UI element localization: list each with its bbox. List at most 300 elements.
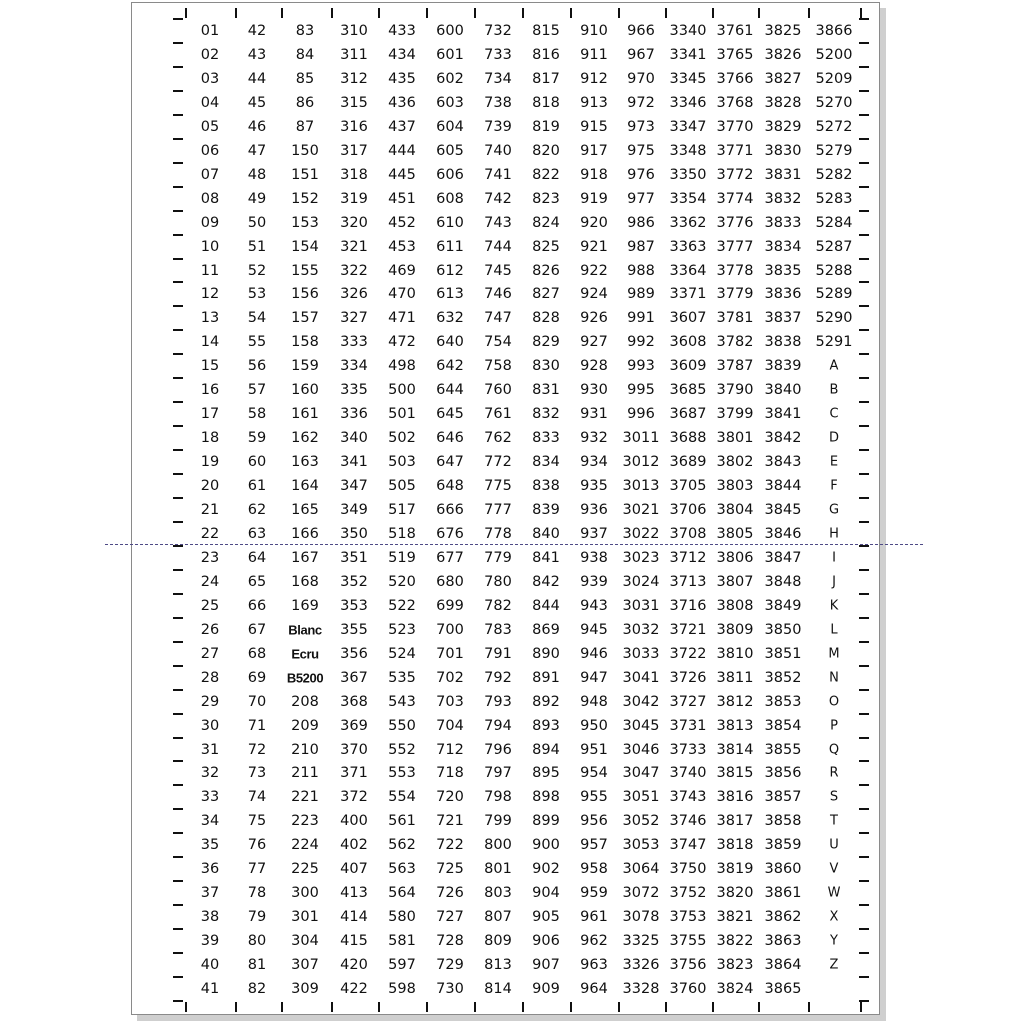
number-cell: 931 [580, 405, 608, 422]
number-cell: 3848 [764, 573, 802, 590]
number-cell: 83 [295, 22, 315, 39]
crop-mark [570, 1002, 572, 1012]
number-cell: 72 [247, 741, 267, 758]
number-cell: 905 [532, 908, 560, 925]
number-cell: 57 [247, 382, 267, 398]
number-cell: 3364 [669, 262, 707, 279]
number-cell: 3861 [764, 884, 802, 901]
number-cell: 842 [532, 573, 560, 590]
crop-mark [665, 8, 667, 18]
row-mark [173, 593, 183, 595]
number-cell: 19 [200, 453, 220, 470]
number-cell: 915 [580, 118, 608, 135]
number-cell: 3325 [622, 932, 660, 949]
number-cell: 211 [291, 765, 319, 782]
number-cell: 152 [291, 190, 319, 207]
number-cell: 13 [200, 310, 220, 327]
number-cell: 3840 [764, 382, 802, 398]
number-cell: 632 [436, 310, 464, 327]
number-cell: 3812 [716, 693, 754, 710]
crop-mark [860, 1002, 862, 1012]
number-cell: U [829, 837, 839, 853]
row-mark [173, 784, 183, 786]
number-cell: 967 [627, 46, 655, 63]
number-cell: 3782 [716, 334, 754, 351]
number-cell: 3685 [669, 382, 707, 398]
number-cell: 648 [436, 477, 464, 494]
row-mark [173, 689, 183, 691]
number-cell: 3750 [669, 861, 707, 877]
number-cell: 3771 [716, 142, 754, 159]
row-mark [859, 90, 869, 92]
number-cell: 966 [627, 22, 655, 39]
number-cell: 778 [484, 525, 512, 542]
number-cell: 703 [436, 693, 464, 710]
number-cell: B [829, 382, 839, 398]
row-mark [859, 305, 869, 307]
number-cell: 402 [340, 837, 368, 854]
number-cell: 3747 [669, 837, 707, 854]
number-cell: 3607 [669, 310, 707, 327]
number-cell: 3688 [669, 429, 707, 446]
number-cell: 3024 [622, 573, 660, 590]
number-cell: G [828, 502, 840, 518]
number-cell: 799 [484, 813, 512, 830]
number-cell: 3819 [716, 861, 754, 877]
number-cell: 794 [484, 717, 512, 734]
number-cell: 900 [532, 837, 560, 854]
number-cell: 3354 [669, 190, 707, 207]
crop-mark [331, 8, 333, 18]
number-cell: 3052 [622, 813, 660, 830]
number-cell: 09 [200, 214, 220, 231]
number-cell: W [827, 885, 841, 901]
number-cell: 945 [580, 621, 608, 638]
number-cell: 317 [340, 142, 368, 159]
number-cell: O [828, 694, 840, 710]
number-cell: 734 [484, 70, 512, 87]
number-cell: 209 [291, 717, 319, 734]
number-cell: 340 [340, 429, 368, 446]
number-cell: 30 [200, 717, 220, 734]
number-cell: 913 [580, 94, 608, 111]
number-cell: 318 [340, 166, 368, 183]
number-cell: 42 [247, 22, 267, 39]
number-cell: 598 [388, 980, 416, 997]
number-cell: 44 [247, 70, 267, 87]
number-cell: 437 [388, 118, 416, 135]
number-cell: 3766 [716, 70, 754, 87]
number-cell: 3854 [764, 717, 802, 734]
number-cell: 816 [532, 46, 560, 63]
number-cell: M [828, 646, 840, 662]
number-cell: 501 [388, 405, 416, 422]
number-cell: 647 [436, 453, 464, 470]
number-cell: 813 [484, 956, 512, 973]
row-mark [173, 808, 183, 810]
number-cell: 53 [247, 286, 267, 303]
number-cell: 956 [580, 813, 608, 830]
number-cell: 909 [532, 980, 560, 997]
number-cell: 3041 [622, 669, 660, 686]
row-mark [173, 42, 183, 44]
crop-mark [378, 1002, 380, 1012]
number-cell: 5270 [815, 94, 853, 111]
number-cell: 161 [291, 405, 319, 422]
number-cell: 320 [340, 214, 368, 231]
number-cell: 58 [247, 405, 267, 422]
number-cell: 3371 [669, 286, 707, 303]
number-cell: 86 [295, 94, 315, 111]
number-cell: 5279 [815, 142, 853, 159]
row-mark [859, 928, 869, 930]
row-mark [173, 976, 183, 978]
number-cell: 606 [436, 166, 464, 183]
row-mark [859, 114, 869, 116]
number-cell: 304 [291, 932, 319, 949]
number-cell: 368 [340, 693, 368, 710]
crop-mark [474, 8, 476, 18]
number-cell: 3828 [764, 94, 802, 111]
number-cell: 3860 [764, 861, 802, 877]
number-cell: 3808 [716, 597, 754, 614]
number-cell: 73 [247, 765, 267, 782]
number-cell: 151 [291, 166, 319, 183]
number-cell: 3844 [764, 477, 802, 494]
number-cell: 747 [484, 310, 512, 327]
number-cell: 469 [388, 262, 416, 279]
row-mark [173, 281, 183, 283]
number-cell: 519 [388, 549, 416, 566]
number-cell: 3809 [716, 621, 754, 638]
number-cell: 955 [580, 789, 608, 806]
number-cell: 71 [247, 717, 267, 734]
number-cell: 3851 [764, 645, 802, 662]
number-cell: 413 [340, 884, 368, 901]
row-mark [173, 1000, 183, 1002]
number-cell: 210 [291, 741, 319, 758]
number-cell: 890 [532, 645, 560, 662]
number-cell: 612 [436, 262, 464, 279]
number-cell: 311 [340, 46, 368, 63]
number-cell: 444 [388, 142, 416, 159]
number-cell: 721 [436, 813, 464, 830]
number-cell: 943 [580, 597, 608, 614]
number-cell: 732 [484, 22, 512, 39]
row-mark [859, 42, 869, 44]
number-cell: 3802 [716, 453, 754, 470]
number-cell: 3818 [716, 837, 754, 854]
number-cell: 167 [291, 549, 319, 566]
number-cell: 3820 [716, 884, 754, 901]
number-cell: 754 [484, 334, 512, 351]
number-cell: 37 [200, 884, 220, 901]
number-cell: 927 [580, 334, 608, 351]
number-cell: 422 [340, 980, 368, 997]
number-cell: 52 [247, 262, 267, 279]
number-cell: 3839 [764, 358, 802, 375]
number-cell: 973 [627, 118, 655, 135]
crop-mark [185, 1002, 187, 1012]
number-cell: 415 [340, 932, 368, 949]
number-cell: 844 [532, 597, 560, 614]
crop-mark [474, 1002, 476, 1012]
number-cell: 761 [484, 405, 512, 422]
number-cell: 166 [291, 525, 319, 542]
number-cell: 948 [580, 693, 608, 710]
number-cell: 24 [200, 573, 220, 590]
number-cell: 63 [247, 525, 267, 542]
number-cell: E [829, 454, 839, 470]
number-cell: 355 [340, 621, 368, 638]
number-cell: 869 [532, 621, 560, 638]
number-cell: 40 [200, 956, 220, 973]
number-cell: 554 [388, 789, 416, 806]
number-cell: 3817 [716, 813, 754, 830]
number-cell: 47 [247, 142, 267, 159]
number-cell: Q [828, 742, 840, 757]
number-cell: 600 [436, 22, 464, 39]
number-cell: X [829, 909, 839, 925]
number-cell: 959 [580, 884, 608, 901]
number-cell: 3831 [764, 166, 802, 183]
row-mark [859, 880, 869, 882]
number-cell: Ecru [291, 646, 319, 662]
number-cell: 315 [340, 94, 368, 111]
number-cell: 407 [340, 861, 368, 877]
number-cell: 701 [436, 645, 464, 662]
number-cell: 221 [291, 789, 319, 806]
number-cell: 301 [291, 908, 319, 925]
row-mark [173, 545, 183, 547]
number-cell: 70 [247, 693, 267, 710]
number-cell: 3843 [764, 453, 802, 470]
number-cell: 82 [247, 980, 267, 997]
number-cell: 3787 [716, 358, 754, 375]
number-cell: 35 [200, 837, 220, 854]
number-cell: 353 [340, 597, 368, 614]
number-cell: 5282 [815, 166, 853, 183]
number-cell: 26 [200, 621, 220, 638]
number-cell: 3770 [716, 118, 754, 135]
number-cell: 796 [484, 741, 512, 758]
row-mark [173, 641, 183, 643]
row-mark [173, 449, 183, 451]
number-cell: 935 [580, 477, 608, 494]
number-cell: 700 [436, 621, 464, 638]
number-cell: 3042 [622, 693, 660, 710]
number-cell: 993 [627, 358, 655, 375]
number-cell: 3726 [669, 669, 707, 686]
number-cell: 5284 [815, 214, 853, 231]
number-cell: 3347 [669, 118, 707, 135]
number-cell: 435 [388, 70, 416, 87]
number-cell: 3855 [764, 741, 802, 758]
number-cell: 3727 [669, 693, 707, 710]
number-cell: 59 [247, 429, 267, 446]
row-mark [173, 210, 183, 212]
row-mark [859, 545, 869, 547]
number-cell: 326 [340, 286, 368, 303]
number-cell: 3830 [764, 142, 802, 159]
number-cell: 992 [627, 334, 655, 351]
row-mark [859, 904, 869, 906]
number-cell: J [832, 574, 836, 590]
number-cell: 472 [388, 334, 416, 351]
number-cell: L [830, 622, 838, 638]
number-cell: 930 [580, 382, 608, 398]
number-cell: 938 [580, 549, 608, 566]
number-cell: 75 [247, 813, 267, 830]
number-cell: 605 [436, 142, 464, 159]
number-cell: 3864 [764, 956, 802, 973]
number-cell: 561 [388, 813, 416, 830]
row-mark [173, 952, 183, 954]
number-cell: 3708 [669, 525, 707, 542]
number-cell: 3857 [764, 789, 802, 806]
number-cell: 825 [532, 238, 560, 255]
number-cell: 3826 [764, 46, 802, 63]
number-cell: 543 [388, 693, 416, 710]
number-cell: 608 [436, 190, 464, 207]
number-cell: 742 [484, 190, 512, 207]
number-cell: 947 [580, 669, 608, 686]
number-cell: 3013 [622, 477, 660, 494]
number-cell: 838 [532, 477, 560, 494]
number-cell: 23 [200, 549, 220, 566]
number-cell: 3849 [764, 597, 802, 614]
number-cell: 819 [532, 118, 560, 135]
number-cell: 74 [247, 789, 267, 806]
number-cell: 163 [291, 453, 319, 470]
row-mark [859, 521, 869, 523]
number-cell: 729 [436, 956, 464, 973]
number-cell: 452 [388, 214, 416, 231]
number-cell: 5290 [815, 310, 853, 327]
crop-mark [808, 1002, 810, 1012]
number-cell: 3810 [716, 645, 754, 662]
number-cell: 611 [436, 238, 464, 255]
number-cell: 3047 [622, 765, 660, 782]
number-cell: 603 [436, 94, 464, 111]
number-cell: 524 [388, 645, 416, 662]
number-cell: 352 [340, 573, 368, 590]
number-cell: K [829, 598, 839, 614]
number-cell: 3835 [764, 262, 802, 279]
number-cell: 917 [580, 142, 608, 159]
number-cell: 725 [436, 861, 464, 877]
number-cell: 159 [291, 358, 319, 375]
number-cell: 3348 [669, 142, 707, 159]
number-cell: 208 [291, 693, 319, 710]
number-cell: 3845 [764, 501, 802, 518]
number-cell: 3721 [669, 621, 707, 638]
number-cell: 899 [532, 813, 560, 830]
number-cell: 644 [436, 382, 464, 398]
number-cell: 327 [340, 310, 368, 327]
number-cell: 307 [291, 956, 319, 973]
number-cell: 321 [340, 238, 368, 255]
number-cell: 964 [580, 980, 608, 997]
row-mark [173, 401, 183, 403]
number-cell: 316 [340, 118, 368, 135]
row-mark [859, 617, 869, 619]
number-cell: 3687 [669, 405, 707, 422]
number-cell: 3858 [764, 813, 802, 830]
number-cell: 604 [436, 118, 464, 135]
row-mark [173, 377, 183, 379]
number-cell: 822 [532, 166, 560, 183]
row-mark [173, 353, 183, 355]
row-mark [859, 784, 869, 786]
number-cell: 895 [532, 765, 560, 782]
number-cell: 722 [436, 837, 464, 854]
row-mark [859, 186, 869, 188]
number-cell: 3815 [716, 765, 754, 782]
number-cell: 562 [388, 837, 416, 854]
row-mark [859, 1000, 869, 1002]
number-cell: 471 [388, 310, 416, 327]
number-cell: R [829, 765, 839, 781]
number-cell: 22 [200, 525, 220, 542]
number-cell: 3778 [716, 262, 754, 279]
number-cell: 04 [200, 94, 220, 111]
number-cell: 921 [580, 238, 608, 255]
number-cell: 962 [580, 932, 608, 949]
number-cell: 3326 [622, 956, 660, 973]
number-cell: 827 [532, 286, 560, 303]
number-cell: 3045 [622, 717, 660, 734]
number-cell: 500 [388, 382, 416, 398]
number-cell: F [830, 478, 838, 494]
row-mark [859, 497, 869, 499]
number-cell: 3811 [716, 669, 754, 686]
number-cell: 817 [532, 70, 560, 87]
number-cell: 720 [436, 789, 464, 806]
number-cell: 919 [580, 190, 608, 207]
row-mark [173, 90, 183, 92]
number-cell: 702 [436, 669, 464, 686]
number-cell: 831 [532, 382, 560, 398]
number-cell: B5200 [286, 670, 324, 686]
number-cell: Z [829, 957, 839, 973]
number-cell: 5288 [815, 262, 853, 279]
number-cell: 803 [484, 884, 512, 901]
crop-mark [426, 8, 428, 18]
number-cell: Blanc [288, 622, 322, 638]
number-cell: 3821 [716, 908, 754, 925]
number-cell: 3842 [764, 429, 802, 446]
crop-mark [235, 8, 237, 18]
number-cell: 78 [247, 884, 267, 901]
number-cell: 3341 [669, 46, 707, 63]
number-cell: 3609 [669, 358, 707, 375]
number-cell: 5272 [815, 118, 853, 135]
number-cell: 839 [532, 501, 560, 518]
number-cell: 972 [627, 94, 655, 111]
row-mark [859, 401, 869, 403]
number-cell: 29 [200, 693, 220, 710]
row-mark [173, 521, 183, 523]
number-cell: 39 [200, 932, 220, 949]
row-mark [173, 305, 183, 307]
number-cell: 3705 [669, 477, 707, 494]
number-cell: 834 [532, 453, 560, 470]
number-cell: 470 [388, 286, 416, 303]
number-cell: 5287 [815, 238, 853, 255]
number-cell: Y [830, 933, 838, 949]
number-cell: 61 [247, 477, 267, 494]
